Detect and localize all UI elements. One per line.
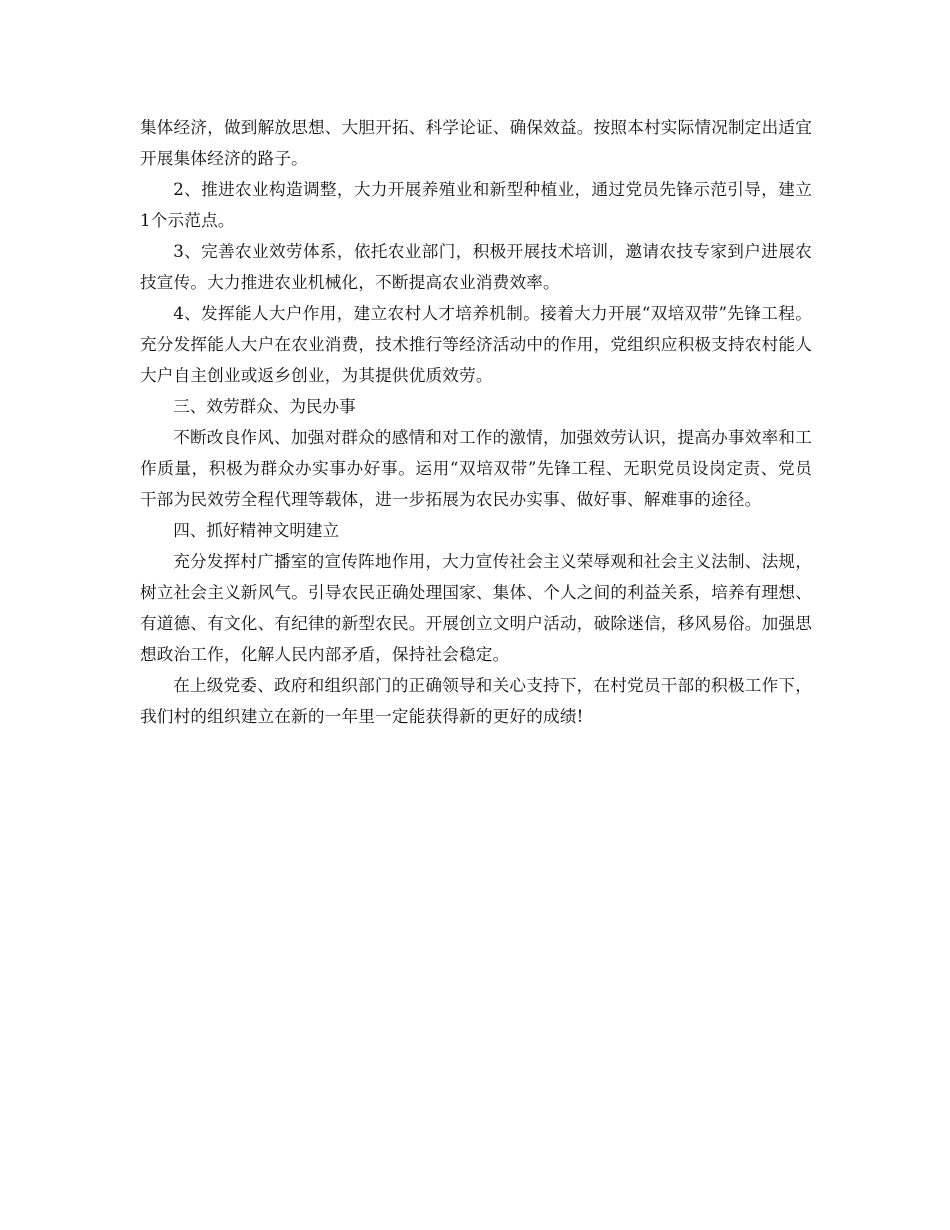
paragraph-conclusion: 在上级党委、政府和组织部门的正确领导和关心支持下，在村党员干部的积极工作下，我们村的组织建立在新的一年里一定能获得新的更好的成绩! [140,676,812,726]
section-heading-4: 四、抓好精神文明建立 [173,521,340,540]
paragraph-item-4: 4、发挥能人大户作用，建立农村人才培养机制。接着大力开展“双培双带”先锋工程。充分发挥能人大户在农业消费，技术推行等经济活动中的作用，党组织应积极支持农村能人大户自主创业或返乡创业，为其提供优质效劳。 [140,304,812,385]
paragraph-item-3: 3、完善农业效劳体系，依托农业部门，积极开展技术培训，邀请农技专家到户进展农技宣传。大力推进农业机械化，不断提高农业消费效率。 [140,242,812,292]
document-body [140,112,812,732]
section-heading-3: 三、效劳群众、为民办事 [173,397,356,416]
paragraph-serve-masses: 不断改良作风、加强对群众的感情和对工作的激情，加强效劳认识，提高办事效率和工作质量，积极为群众办实事办好事。运用“双培双带”先锋工程、无职党员设岗定责、党员干部为民效劳全程代理等载体，进一步拓展为农民办实事、做好事、解难事的途径。 [140,428,812,509]
paragraph-item-2: 2、推进农业构造调整，大力开展养殖业和新型种植业，通过党员先锋示范引导，建立1个示范点。 [140,180,812,230]
paragraph-spiritual-civilization: 充分发挥村广播室的宣传阵地作用，大力宣传社会主义荣辱观和社会主义法制、法规，树立社会主义新风气。引导农民正确处理国家、集体、个人之间的利益关系，培养有理想、有道德、有文化、有纪律的新型农民。开展创立文明户活动，破除迷信，移风易俗。加强思想政治工作，化解人民内部矛盾，保持社会稳定。 [140,552,812,664]
paragraph-collective-economy: 集体经济，做到解放思想、大胆开拓、科学论证、确保效益。按照本村实际情况制定出适宜开展集体经济的路子。 [140,118,812,168]
